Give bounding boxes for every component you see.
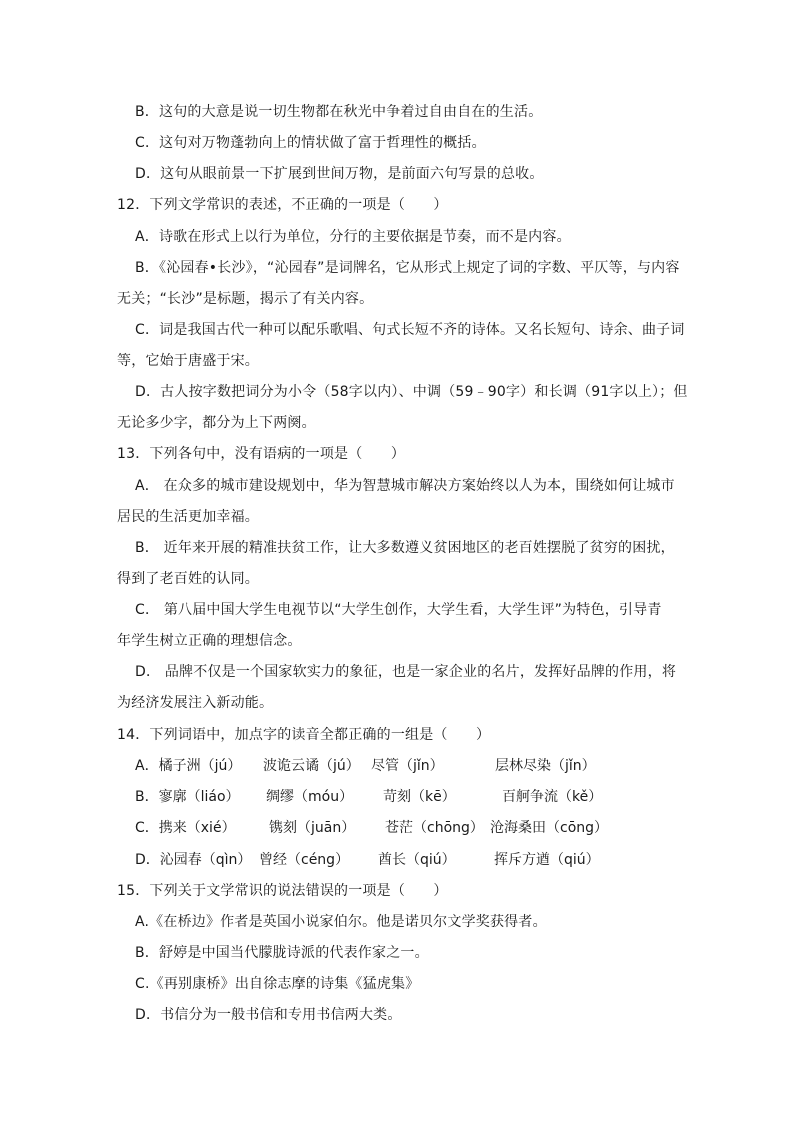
q12-option-b-line1: B．《沁园春•长沙》，“沁园春”是词牌名，它从形式上规定了词的字数、平仄等，与内容 [135, 260, 680, 276]
q15-option-a: A.《在桥边》作者是英国小说家伯尔。他是诺贝尔文学奖获得者。 [135, 914, 547, 930]
q14-c-word-1: C．携来（xié） [135, 820, 236, 836]
q14-a-word-4: 层林尽染（jǐn） [495, 758, 596, 774]
q13-option-c-line2: 年学生树立正确的理想信念。 [117, 633, 302, 649]
q14-b-word-3: 苛刻（kē） [383, 789, 456, 805]
q14-d-word-4: 挥斥方遒（qiú） [494, 852, 600, 868]
q13-option-b-line1: B． 近年来开展的精准扶贫工作，让大多数遵义贫困地区的老百姓摆脱了贫穷的困扰， [135, 540, 675, 556]
q13-option-a-line1: A． 在众多的城市建设规划中，华为智慧城市解决方案始终以人为本，围绕如何让城市 [135, 478, 675, 494]
q13-option-d-line2: 为经济发展注入新动能。 [117, 695, 274, 711]
q11-option-d: D．这句从眼前景一下扩展到世间万物，是前面六句写景的总收。 [135, 166, 544, 182]
q15-option-b: B．舒婷是中国当代朦胧诗派的代表作家之一。 [135, 945, 429, 961]
q14-c-word-2: 镌刻（juān） [269, 820, 356, 836]
q13-stem: 13．下列各句中，没有语病的一项是（ ） [117, 446, 406, 462]
q11-option-c: C．这句对万物蓬勃向上的情状做了富于哲理性的概括。 [135, 135, 486, 151]
q14-option-b [135, 787, 655, 807]
q12-option-c-line2: 等，它始于唐盛于宋。 [117, 353, 259, 369]
q14-c-word-3: 苍茫（chōng） [385, 820, 484, 836]
q14-option-d [135, 850, 655, 870]
q15-option-d: D．书信分为一般书信和专用书信两大类。 [135, 1007, 402, 1023]
q15-stem: 15．下列关于文学常识的说法错误的一项是（ ） [117, 883, 448, 899]
q14-b-word-1: B．寥廓（liáo） [135, 789, 240, 805]
q13-option-a-line2: 居民的生活更加幸福。 [117, 509, 259, 525]
q11-option-b: B．这句的大意是说一切生物都在秋光中争着过自由自在的生活。 [135, 104, 543, 120]
q14-a-word-3: 尽管（jǐn） [371, 758, 444, 774]
q14-d-word-3: 酋长（qiú） [378, 852, 456, 868]
q14-a-word-1: A．橘子洲（jú） [135, 758, 242, 774]
q15-option-c: C.《再别康桥》出自徐志摩的诗集《猛虎集》 [135, 976, 420, 992]
q12-stem: 12．下列文学常识的表述，不正确的一项是（ ） [117, 197, 448, 213]
q12-option-a: A．诗歌在形式上以行为单位，分行的主要依据是节奏，而不是内容。 [135, 229, 571, 245]
q14-c-word-4: 沧海桑田（cōng） [490, 820, 609, 836]
q13-option-c-line1: C． 第八届中国大学生电视节以“大学生创作，大学生看，大学生评”为特色，引导青 [135, 602, 662, 618]
q12-option-c-line1: C．词是我国古代一种可以配乐歌唱、句式长短不齐的诗体。又名长短句、诗余、曲子词 [135, 322, 685, 338]
q14-a-word-2: 波诡云谲（jú） [263, 758, 360, 774]
q14-option-c [135, 818, 655, 838]
q14-option-a [135, 756, 655, 776]
q14-b-word-4: 百舸争流（kě） [502, 789, 603, 805]
q14-d-word-1: D．沁园春（qìn） [135, 852, 252, 868]
q13-option-b-line2: 得到了老百姓的认同。 [117, 571, 259, 587]
q14-stem: 14．下列词语中，加点字的读音全都正确的一组是（ ） [117, 727, 491, 743]
q13-option-d-line1: D． 品牌不仅是一个国家软实力的象征，也是一家企业的名片，发挥好品牌的作用，将 [135, 664, 677, 680]
q14-b-word-2: 绸缪（móu） [266, 789, 354, 805]
q12-option-d-line1: D．古人按字数把词分为小令（58字以内）、中调（59﹣90字）和长调（91字以上）；但 [135, 384, 688, 400]
q12-option-d-line2: 无论多少字，都分为上下两阕。 [117, 415, 316, 431]
q12-option-b-line2: 无关；“长沙”是标题，揭示了有关内容。 [117, 291, 374, 307]
q14-d-word-2: 曾经（céng） [259, 852, 350, 868]
